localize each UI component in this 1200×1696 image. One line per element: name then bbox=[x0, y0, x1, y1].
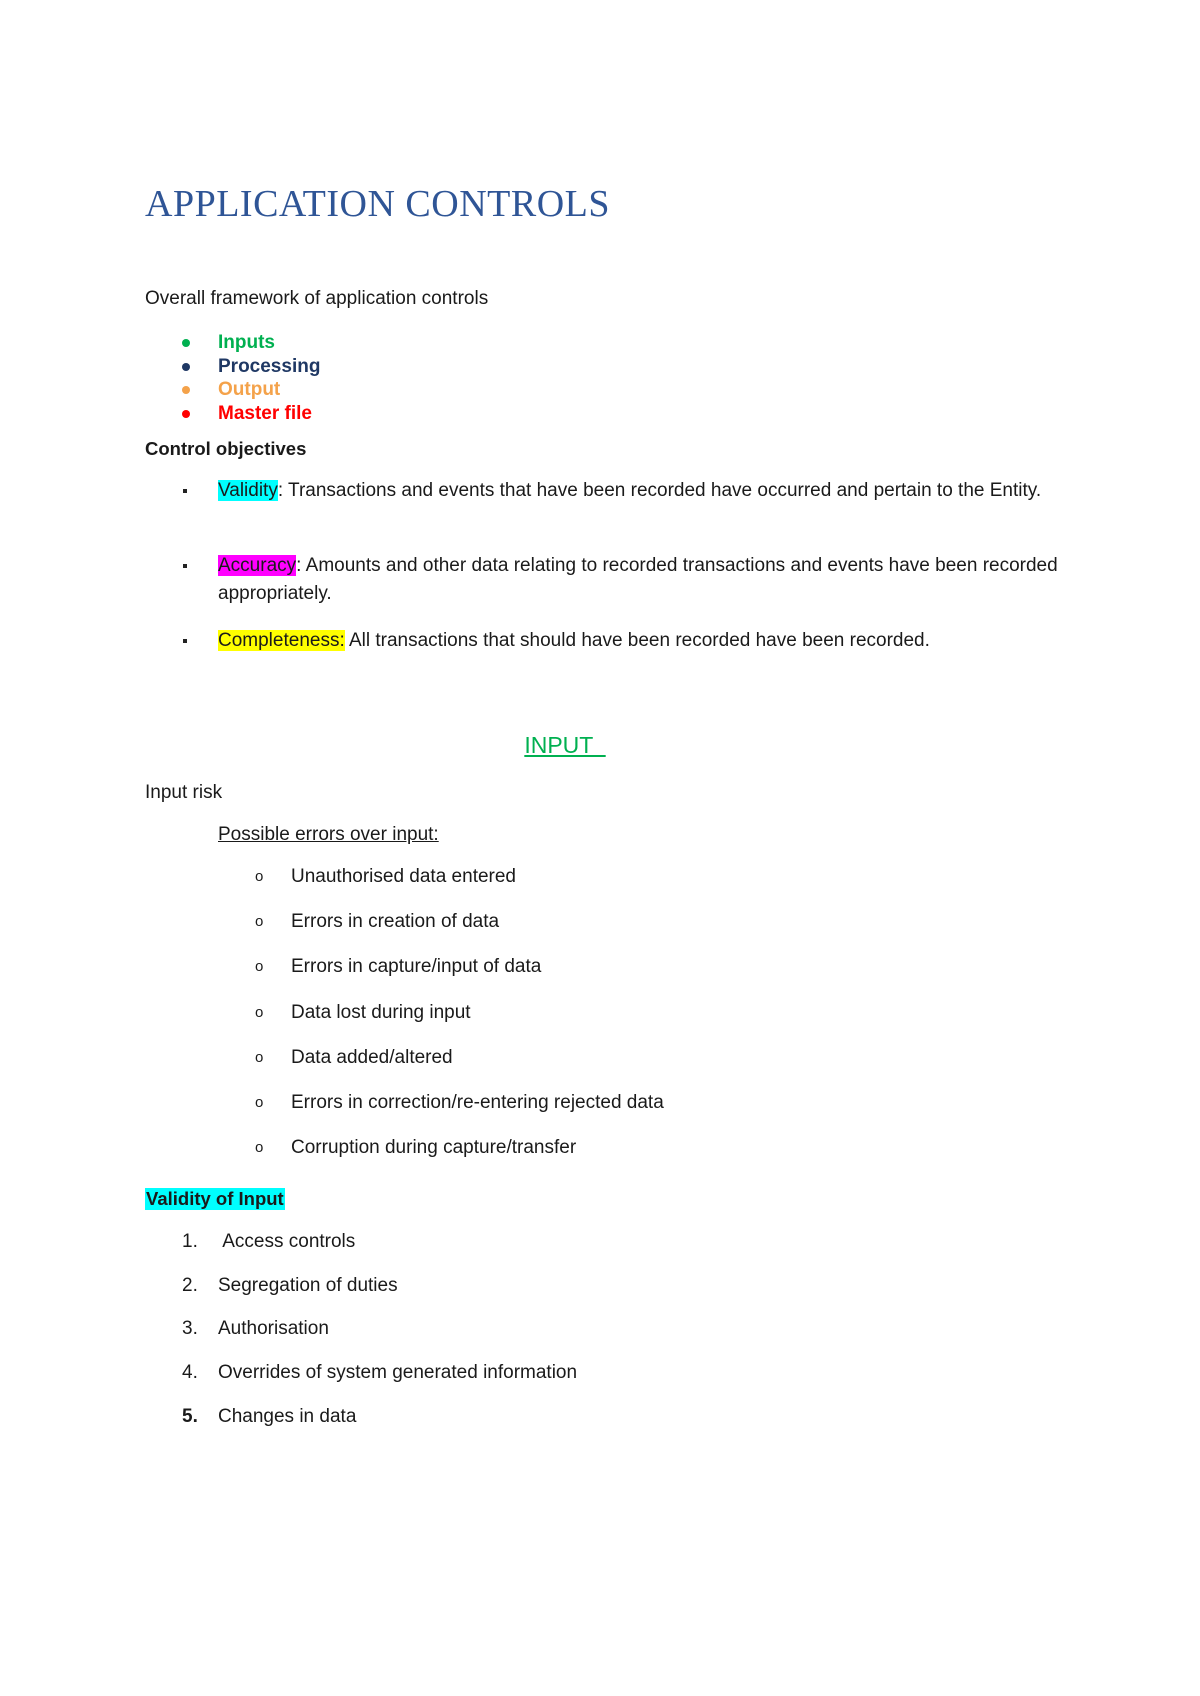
objective-validity bbox=[145, 477, 1065, 505]
error-label: Unauthorised data entered bbox=[291, 866, 516, 887]
circle-bullet-icon: o bbox=[255, 1093, 264, 1111]
square-bullet-icon bbox=[183, 639, 187, 643]
framework-item-label: Output bbox=[218, 379, 281, 400]
circle-bullet-icon: o bbox=[255, 1003, 264, 1021]
objective-term: Validity bbox=[218, 480, 278, 501]
list-number: 5. bbox=[182, 1405, 198, 1427]
error-label: Errors in creation of data bbox=[291, 911, 500, 933]
list-number: 4. bbox=[182, 1362, 198, 1384]
document-title: APPLICATION CONTROLS bbox=[145, 183, 610, 225]
error-label: Corruption during capture/transfer bbox=[291, 1137, 577, 1159]
input-section-heading: INPUT bbox=[524, 732, 606, 758]
objective-accuracy bbox=[145, 552, 1065, 608]
objective-term: Completeness: bbox=[218, 630, 345, 651]
list-item-label: Segregation of duties bbox=[218, 1274, 398, 1296]
error-label: Data lost during input bbox=[291, 1001, 471, 1023]
validity-of-input-heading: Validity of Input bbox=[146, 1188, 284, 1209]
bullet-dot-icon bbox=[182, 386, 190, 394]
objective-completeness bbox=[145, 627, 1065, 655]
list-item-label: Changes in data bbox=[218, 1405, 357, 1427]
list-item-label: Access controls bbox=[218, 1231, 356, 1252]
list-number: 3. bbox=[182, 1318, 198, 1340]
framework-item-label: Inputs bbox=[218, 332, 275, 353]
possible-errors-heading: Possible errors over input: bbox=[218, 824, 439, 845]
objective-text: Transactions and events that have been recorded have occurred and pertain to the Entity. bbox=[283, 480, 1042, 501]
list-number: 1. bbox=[182, 1231, 198, 1252]
input-risk-label: Input risk bbox=[145, 782, 223, 803]
circle-bullet-icon: o bbox=[255, 1048, 264, 1066]
square-bullet-icon bbox=[183, 489, 187, 493]
error-label: Data added/altered bbox=[291, 1046, 453, 1068]
bullet-dot-icon bbox=[182, 339, 190, 347]
framework-item-label: Processing bbox=[218, 355, 321, 377]
framework-item-label: Master file bbox=[218, 402, 312, 424]
circle-bullet-icon: o bbox=[255, 868, 264, 885]
list-item-label: Authorisation bbox=[218, 1318, 329, 1340]
error-label: Errors in correction/re-entering rejected data bbox=[291, 1091, 664, 1113]
square-bullet-icon bbox=[183, 564, 187, 568]
circle-bullet-icon: o bbox=[255, 913, 264, 931]
objective-separator: : bbox=[296, 555, 302, 576]
list-number: 2. bbox=[182, 1274, 198, 1296]
framework-intro: Overall framework of application controls bbox=[145, 288, 489, 309]
list-item-label: Overrides of system generated information bbox=[218, 1362, 578, 1384]
circle-bullet-icon: o bbox=[255, 1139, 264, 1157]
objective-text: All transactions that should have been recorded have been recorded. bbox=[348, 630, 930, 651]
control-objectives-heading: Control objectives bbox=[145, 438, 307, 459]
circle-bullet-icon: o bbox=[255, 958, 264, 976]
bullet-dot-icon bbox=[182, 410, 190, 418]
objective-separator: : bbox=[277, 480, 284, 501]
objective-term: Accuracy bbox=[218, 555, 297, 576]
objective-text: Amounts and other data relating to recorded transactions and events have been recorded appropriately. bbox=[218, 555, 1058, 604]
bullet-dot-icon bbox=[182, 363, 190, 371]
error-label: Errors in capture/input of data bbox=[291, 956, 542, 978]
